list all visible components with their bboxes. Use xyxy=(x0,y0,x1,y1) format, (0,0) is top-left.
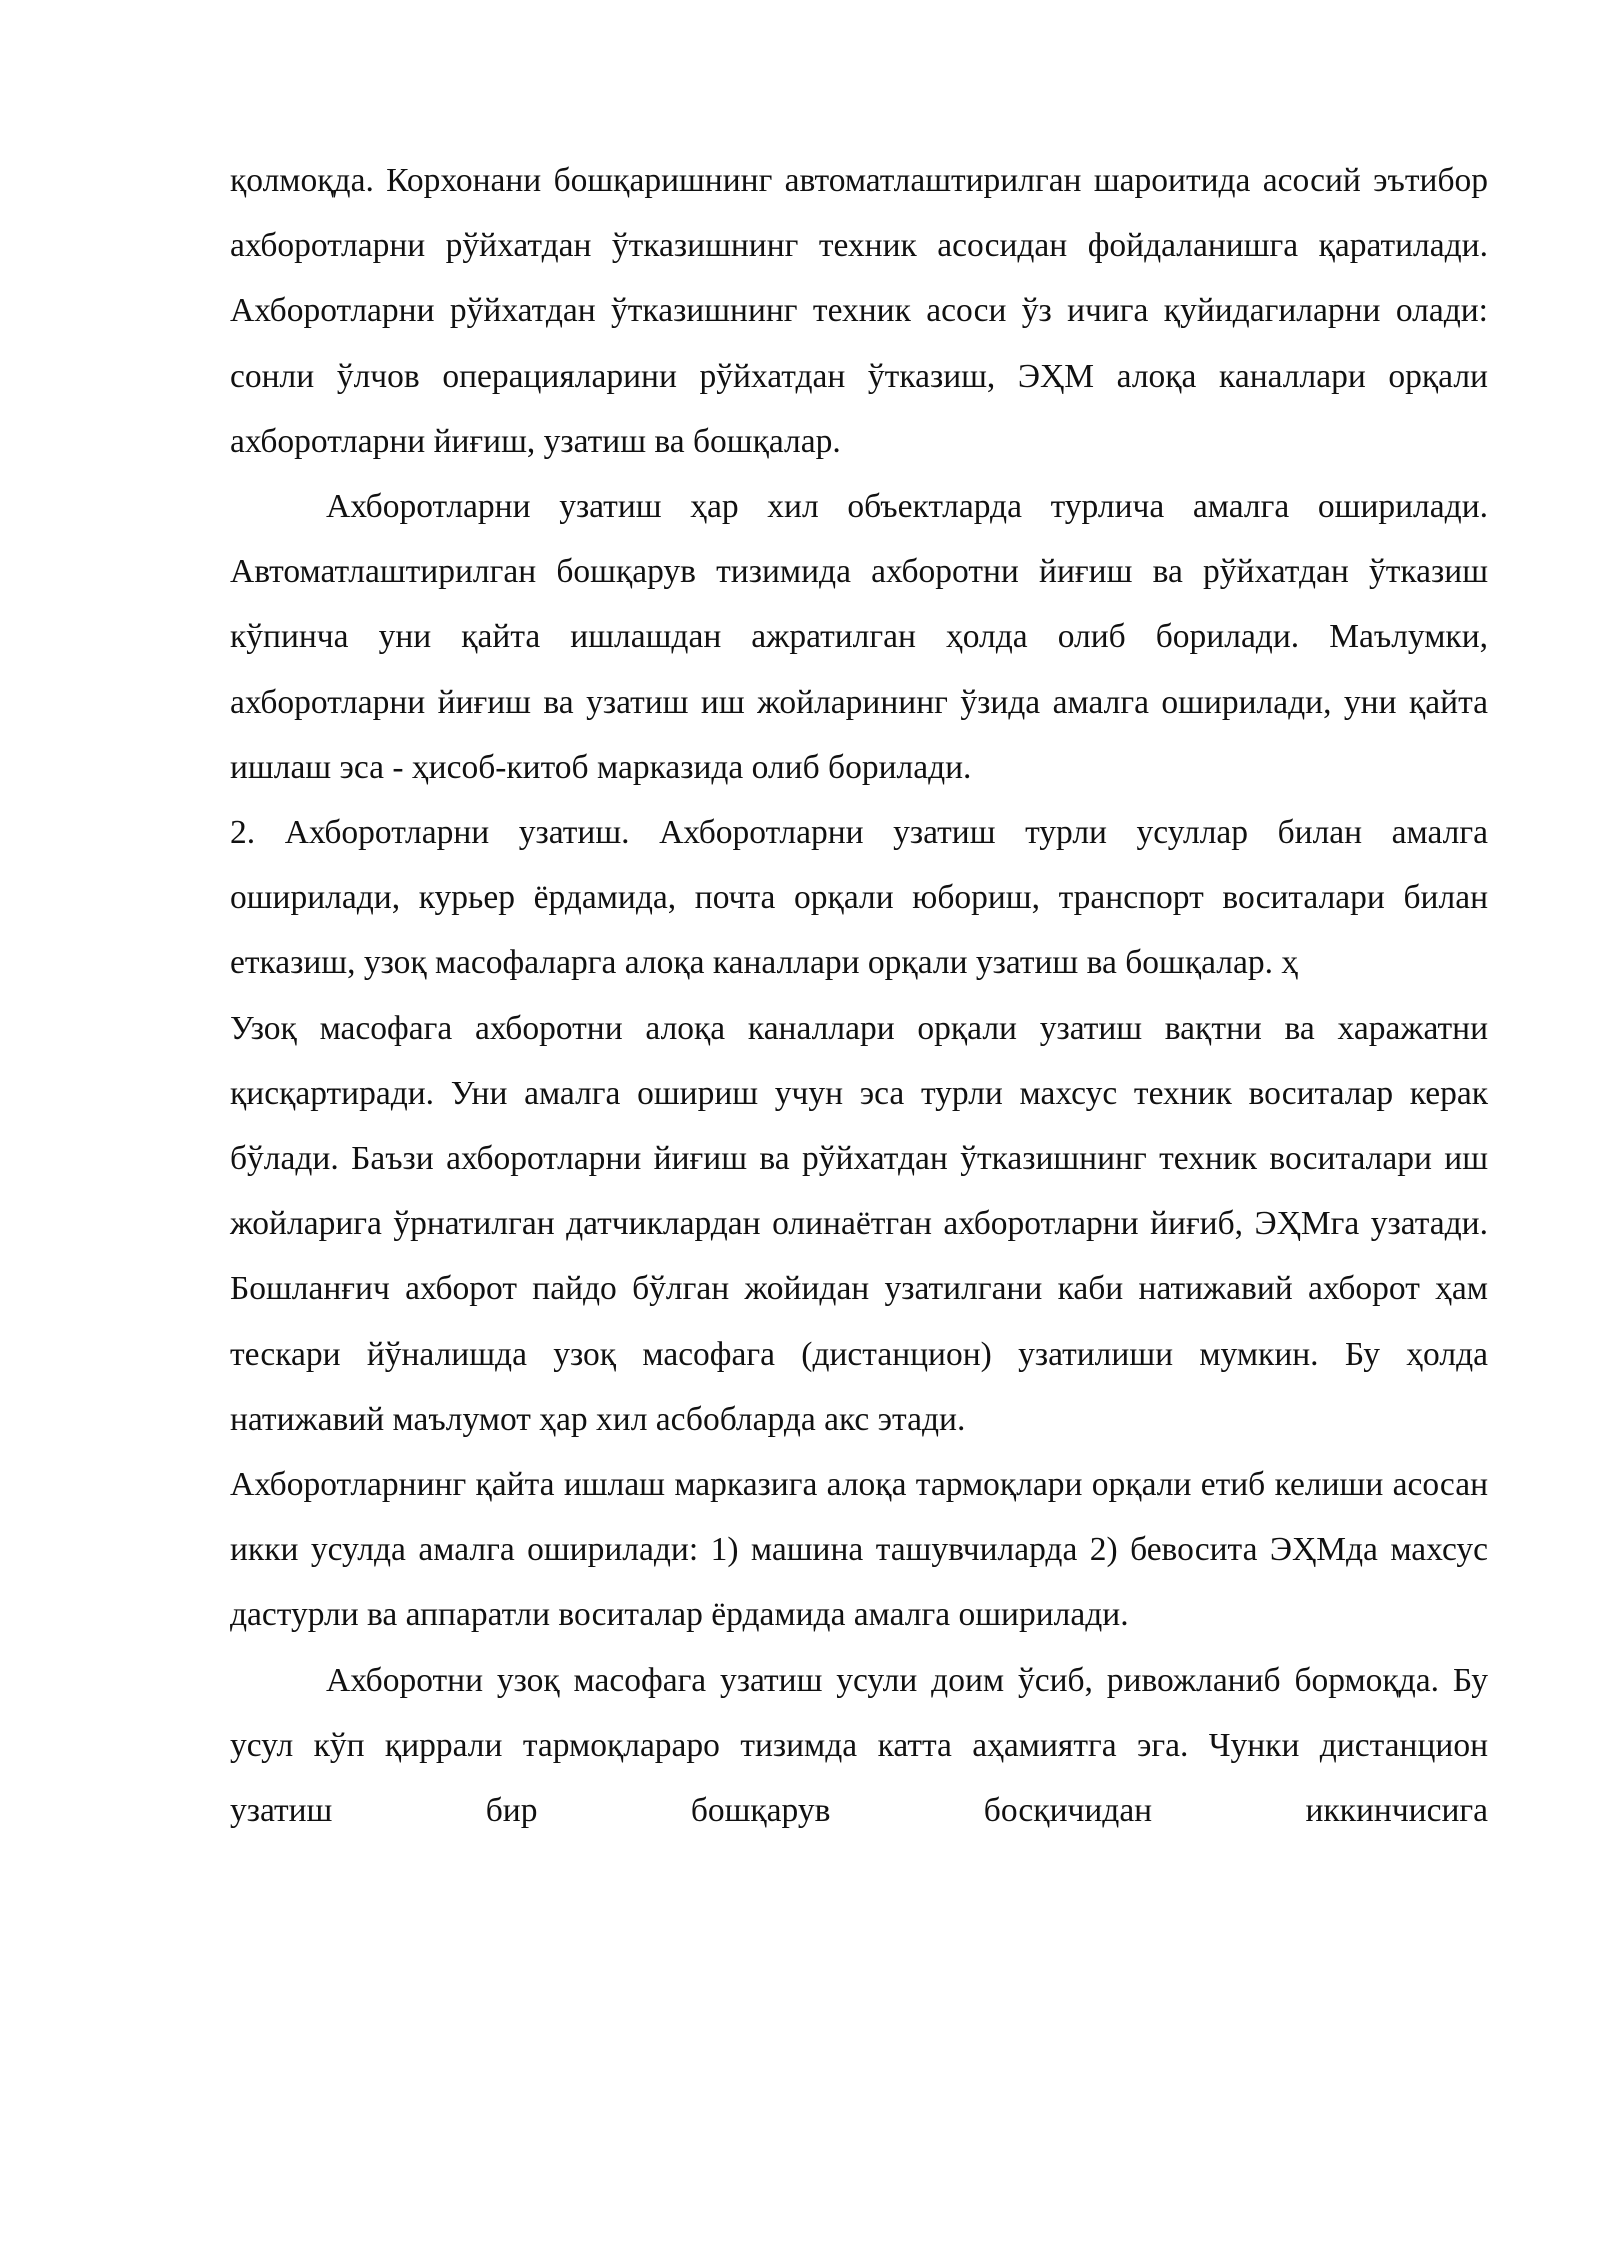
paragraph-1: қолмоқда. Корхонани бошқаришнинг автоматлаштирилган шароитида асосий эътибор ахборотларни рўйхатдан ўтказишнинг техник асосидан фойдаланишга қаратилади. Ахборотларни рўйхатдан ўтказишнинг техник асоси ўз ичига қуйидагиларни олади: сонли ўлчов операцияларини рўйхатдан ўтказиш, ЭҲМ алоқа каналлари орқали ахборотларни йиғиш, узатиш ва бошқалар. xyxy=(230,162,1488,460)
paragraph-3: 2. Ахборотларни узатиш. Ахборотларни узатиш турли усуллар билан амалга оширилади, курьер ёрдамида, почта орқали юбориш, транспорт воситалари билан етказиш, узоқ масофаларга алоқа каналлари орқали узатиш ва бошқалар. ҳ xyxy=(230,814,1488,982)
paragraph-5: Ахборотларнинг қайта ишлаш марказига алоқа тармоқлари орқали етиб келиши асосан икки усулда амалга оширилади: 1) машина ташувчиларда 2) бевосита ЭҲМда махсус дастурли ва аппаратли воситалар ёрдамида амалга оширилади. xyxy=(230,1466,1488,1634)
paragraph-4: Узоқ масофага ахборотни алоқа каналлари орқали узатиш вақтни ва харажатни қисқартиради. Уни амалга ошириш учун эса турли махсус техник воситалар керак бўлади. Баъзи ахборотларни йиғиш ва рўйхатдан ўтказишнинг техник воситалари иш жойларига ўрнатилган датчиклардан олинаётган ахборотларни йиғиб, ЭҲМга узатади. Бошланғич ахборот пайдо бўлган жойидан узатилгани каби натижавий ахборот ҳам тескари йўналишда узоқ масофага (дистанцион) узатилиши мумкин. Бу ҳолда натижавий маълумот ҳар хил асбобларда акс этади. xyxy=(230,1009,1488,1438)
document-body xyxy=(230,148,1488,1843)
paragraph-2: Ахборотларни узатиш ҳар хил объектларда турлича амалга оширилади. Автоматлаштирилган бошқарув тизимида ахборотни йиғиш ва рўйхатдан ўтказиш кўпинча уни қайта ишлашдан ажратилган ҳолда олиб борилади. Маълумки, ахборотларни йиғиш ва узатиш иш жойларининг ўзида амалга оширилади, уни қайта ишлаш эса - ҳисоб-китоб марказида олиб борилади. xyxy=(230,488,1488,786)
paragraph-6: Ахборотни узоқ масофага узатиш усули доим ўсиб, ривожланиб бормоқда. Бу усул кўп қиррали тармоқлараро тизимда катта аҳамиятга эга. Чунки дистанцион узатиш бир бошқарув босқичидан иккинчисига xyxy=(230,1661,1488,1830)
